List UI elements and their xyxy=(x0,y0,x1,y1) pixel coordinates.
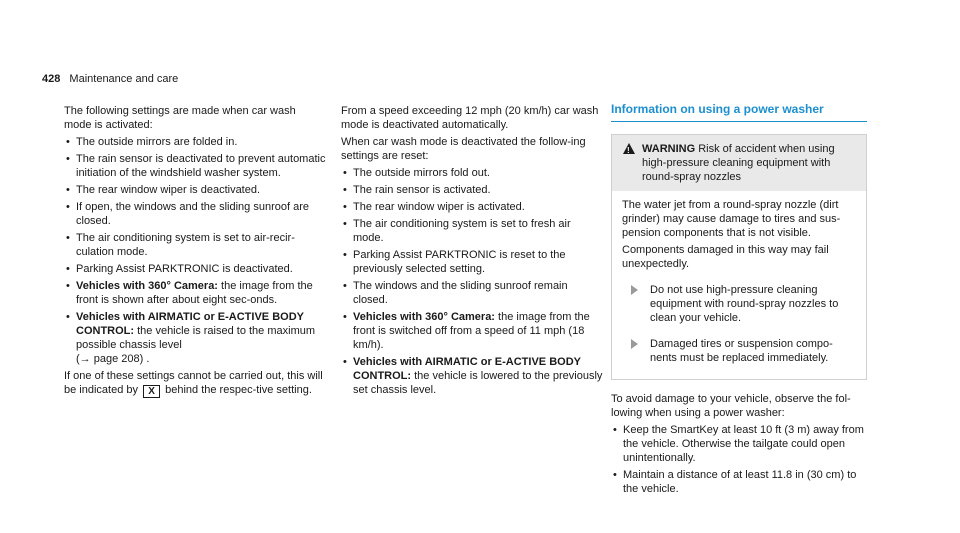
camera-label: Vehicles with 360° Camera: xyxy=(76,280,218,292)
list-item: • The outside mirrors fold out. xyxy=(341,166,603,180)
list-item: • The rain sensor is activated. xyxy=(341,183,603,197)
warning-text: Risk of accident when using high-pressure cleaning equipment with round-spray nozzles xyxy=(642,143,835,183)
camera-label: Vehicles with 360° Camera: xyxy=(353,311,495,323)
instruction-text: Damaged tires or suspension compo-nents must be replaced immediately. xyxy=(650,338,833,364)
list-item: • Maintain a distance of at least 11.8 in (30 cm) to the vehicle. xyxy=(611,468,867,496)
power-washer-intro: To avoid damage to your vehicle, observe the fol-lowing when using a power washer: xyxy=(611,393,851,419)
page-header xyxy=(42,73,178,85)
list-item: • The rear window wiper is activated. xyxy=(341,200,603,214)
warning-body xyxy=(612,191,866,379)
list-item: • The air conditioning system is set to air-recir-culation mode. xyxy=(64,231,326,259)
warning-paragraph: Components damaged in this way may fail unexpectedly. xyxy=(622,244,829,270)
list-item: • The rear window wiper is deactivated. xyxy=(64,183,326,197)
page-reference-link[interactable]: (→ page 208) . xyxy=(76,353,150,365)
reset-settings-list xyxy=(341,166,603,397)
x-symbol-icon: X xyxy=(143,385,160,398)
instruction-item xyxy=(622,337,856,365)
warning-header xyxy=(612,135,866,191)
column-1 xyxy=(64,104,326,401)
list-item: • If open, the windows and the sliding sunroof are closed. xyxy=(64,200,326,228)
camera-text: the image from the front is shown after about eight sec-onds. xyxy=(76,280,313,306)
instruction-text: Do not use high-pressure cleaning equipment with round-spray nozzles to clean your vehicle. xyxy=(650,284,839,324)
reset-intro: When car wash mode is deactivated the follow-ing settings are reset: xyxy=(341,136,586,162)
activated-settings-list xyxy=(64,135,326,366)
intro-text: The following settings are made when car wash mode is activated: xyxy=(64,105,296,131)
column-2 xyxy=(341,104,603,400)
airmatic-text: the vehicle is lowered to the previously set chassis level. xyxy=(353,370,603,396)
power-washer-list xyxy=(611,423,867,496)
list-item xyxy=(341,310,603,352)
list-item xyxy=(341,355,603,397)
list-item xyxy=(64,279,326,307)
page-number: 428 xyxy=(42,73,61,85)
instruction-item xyxy=(622,283,856,325)
warning-triangle-icon xyxy=(623,143,635,154)
list-item: • The outside mirrors are folded in. xyxy=(64,135,326,149)
section-title: Information on using a power washer xyxy=(611,102,867,122)
column-3 xyxy=(611,104,867,499)
warning-paragraph: The water jet from a round-spray nozzle (dirt grinder) may cause damage to tires and sus-pension components that is not visible. xyxy=(622,199,841,239)
arrow-right-icon xyxy=(631,285,638,295)
list-item: • Keep the SmartKey at least 10 ft (3 m) away from the vehicle. Otherwise the tailgate could open unintentionally. xyxy=(611,423,867,465)
list-item: • The rain sensor is deactivated to prevent automatic initiation of the windshield washer system. xyxy=(64,152,326,180)
camera-text: the image from the front is switched off from a speed of 11 mph (18 km/h). xyxy=(353,311,590,351)
section-name: Maintenance and care xyxy=(69,73,179,85)
list-item: • Parking Assist PARKTRONIC is reset to the previously selected setting. xyxy=(341,248,603,276)
list-item: • The windows and the sliding sunroof remain closed. xyxy=(341,279,603,307)
list-item: • Parking Assist PARKTRONIC is deactivated. xyxy=(64,262,326,276)
outro-text: If one of these settings cannot be carried out, this will be indicated by X behind the respec-tive setting. xyxy=(64,370,323,397)
list-item xyxy=(64,310,326,366)
airmatic-label: Vehicles with AIRMATIC or E-ACTIVE BODY CONTROL: xyxy=(353,356,581,382)
airmatic-label: Vehicles with AIRMATIC or E-ACTIVE BODY CONTROL: xyxy=(76,311,304,337)
arrow-right-icon xyxy=(631,339,638,349)
list-item: • The air conditioning system is set to fresh air mode. xyxy=(341,217,603,245)
deactivation-text: From a speed exceeding 12 mph (20 km/h) car wash mode is deactivated automatically. xyxy=(341,105,599,131)
airmatic-text: the vehicle is raised to the maximum possible chassis level xyxy=(76,325,316,351)
warning-label: WARNING xyxy=(642,143,696,155)
warning-box xyxy=(611,134,867,380)
